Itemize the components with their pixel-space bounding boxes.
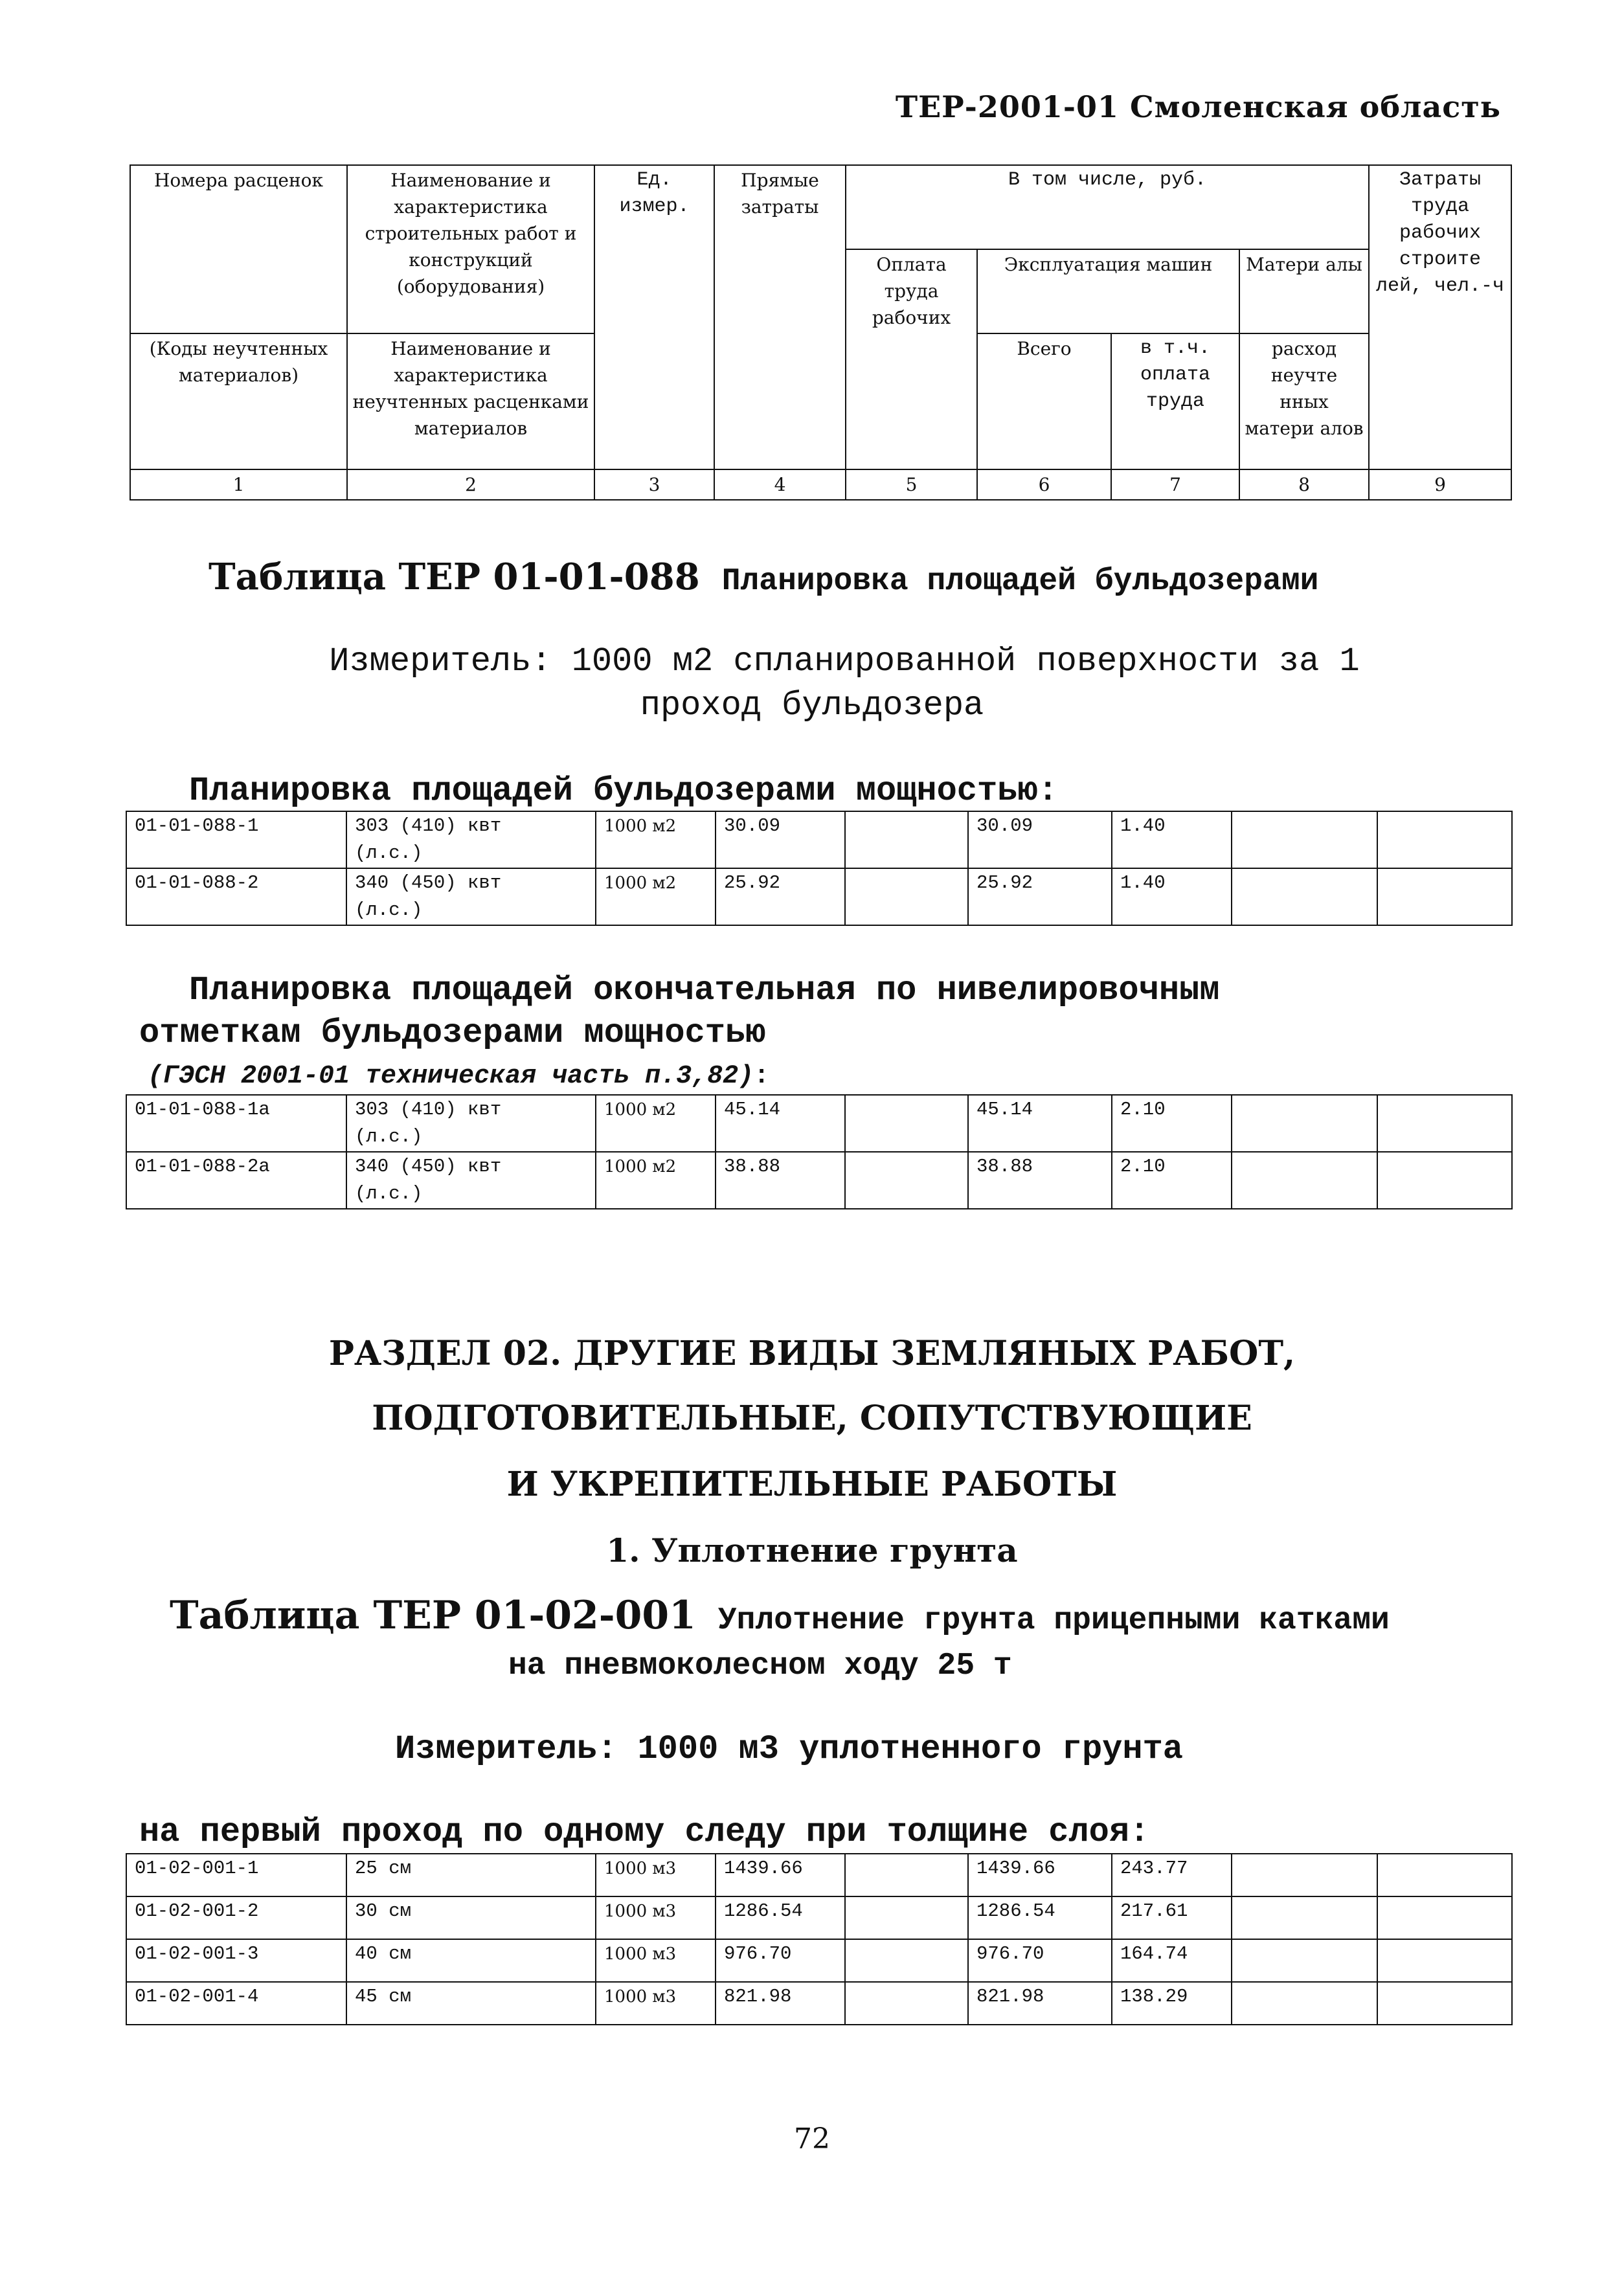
materials xyxy=(1232,868,1377,925)
rate-code: 01-02-001-2 xyxy=(126,1896,346,1939)
table-row xyxy=(126,811,1512,868)
header-col-number: 2 xyxy=(347,469,594,500)
worker-pay xyxy=(845,1152,968,1209)
header-unaccounted-materials: Наименование и характеристика неучтенных расценками материалов xyxy=(347,333,594,469)
table2-title-line1: Уплотнение грунта прицепными катками xyxy=(717,1603,1390,1638)
header-col-number: 9 xyxy=(1369,469,1511,500)
header-col-number: 1 xyxy=(130,469,347,500)
direct-costs: 821.98 xyxy=(716,1982,845,2025)
materials xyxy=(1232,1854,1377,1896)
machines-pay: 1.40 xyxy=(1112,868,1232,925)
work-name: 45 см xyxy=(346,1982,596,2025)
direct-costs: 38.88 xyxy=(716,1152,845,1209)
worker-pay xyxy=(845,868,968,925)
work-name: 303 (410) квт (л.с.) xyxy=(346,1095,596,1152)
table-row xyxy=(126,1939,1512,1982)
machines-pay: 243.77 xyxy=(1112,1854,1232,1896)
rate-code: 01-01-088-1а xyxy=(126,1095,346,1152)
subsection-title: 1. Уплотнение грунта xyxy=(606,1531,1018,1569)
direct-costs: 976.70 xyxy=(716,1939,845,1982)
table1-measure-line1: Измеритель: 1000 м2 спланированной поверхности за 1 xyxy=(329,642,1360,680)
table1-group1 xyxy=(126,811,1513,926)
machines-total: 821.98 xyxy=(968,1982,1112,2025)
machines-pay: 1.40 xyxy=(1112,811,1232,868)
header-unit: Ед. измер. xyxy=(594,165,714,469)
header-labor-costs: Затраты труда рабочих строите лей, чел.-ч xyxy=(1369,165,1511,469)
table-row xyxy=(126,868,1512,925)
worker-pay xyxy=(845,1939,968,1982)
unit: 1000 м3 xyxy=(596,1896,716,1939)
section-title-line1: РАЗДЕЛ 02. ДРУГИЕ ВИДЫ ЗЕМЛЯНЫХ РАБОТ, xyxy=(328,1334,1296,1373)
header-work-name: Наименование и характеристика строительных работ и конструкций (оборудования) xyxy=(347,165,594,333)
table2-group-heading: на первый проход по одному следу при толщине слоя: xyxy=(139,1813,1150,1851)
table-row xyxy=(126,1896,1512,1939)
header-col-number: 8 xyxy=(1239,469,1369,500)
machines-total: 25.92 xyxy=(968,868,1112,925)
direct-costs: 45.14 xyxy=(716,1095,845,1152)
worker-pay xyxy=(845,1982,968,2025)
table2-measure: Измеритель: 1000 м3 уплотненного грунта xyxy=(395,1730,1183,1768)
labor xyxy=(1377,868,1512,925)
machines-pay: 2.10 xyxy=(1112,1095,1232,1152)
work-name: 30 см xyxy=(346,1896,596,1939)
unit: 1000 м2 xyxy=(596,868,716,925)
header-worker-pay: Оплата труда рабочих xyxy=(846,249,977,469)
rate-code: 01-02-001-4 xyxy=(126,1982,346,2025)
materials xyxy=(1232,1939,1377,1982)
column-header-table xyxy=(130,164,1512,500)
direct-costs: 1439.66 xyxy=(716,1854,845,1896)
table1-group2-note: (ГЭСН 2001-01 техническая часть п.3,82): xyxy=(148,1062,770,1091)
table1-group2-heading-line2: отметкам бульдозерами мощностью xyxy=(139,1014,766,1052)
labor xyxy=(1377,1095,1512,1152)
work-name: 303 (410) квт (л.с.) xyxy=(346,811,596,868)
labor xyxy=(1377,811,1512,868)
header-materials: Матери алы xyxy=(1239,249,1369,333)
table2-title xyxy=(170,1593,1390,1638)
header-including-group: В том числе, руб. xyxy=(846,165,1369,249)
machines-pay: 2.10 xyxy=(1112,1152,1232,1209)
machines-total: 1286.54 xyxy=(968,1896,1112,1939)
rate-code: 01-01-088-2а xyxy=(126,1152,346,1209)
table-row xyxy=(126,1095,1512,1152)
header-col-number: 7 xyxy=(1111,469,1239,500)
table-row xyxy=(126,1152,1512,1209)
labor xyxy=(1377,1152,1512,1209)
header-direct-costs: Прямые затраты xyxy=(714,165,846,469)
header-col-number: 6 xyxy=(977,469,1111,500)
direct-costs: 30.09 xyxy=(716,811,845,868)
page-number: 72 xyxy=(794,2122,830,2155)
work-name: 25 см xyxy=(346,1854,596,1896)
work-name: 40 см xyxy=(346,1939,596,1982)
header-col-number: 3 xyxy=(594,469,714,500)
rate-code: 01-01-088-1 xyxy=(126,811,346,868)
unit: 1000 м2 xyxy=(596,1152,716,1209)
machines-total: 30.09 xyxy=(968,811,1112,868)
running-header: ТЕР-2001-01 Смоленская область xyxy=(895,89,1501,124)
section-title-line2: ПОДГОТОВИТЕЛЬНЫЕ, СОПУТСТВУЮЩИЕ xyxy=(372,1399,1252,1438)
unit: 1000 м2 xyxy=(596,811,716,868)
header-machines-pay: в т.ч. оплата труда xyxy=(1111,333,1239,469)
header-material-codes: (Коды неучтенных материалов) xyxy=(130,333,347,469)
table1-title-text: Планировка площадей бульдозерами xyxy=(721,564,1319,599)
unit: 1000 м3 xyxy=(596,1982,716,2025)
table1-title-prefix: Таблица ТЕР 01-01-088 xyxy=(209,556,700,598)
worker-pay xyxy=(845,811,968,868)
rate-code: 01-02-001-3 xyxy=(126,1939,346,1982)
unit: 1000 м3 xyxy=(596,1939,716,1982)
machines-total: 45.14 xyxy=(968,1095,1112,1152)
table1-title xyxy=(209,556,1318,599)
direct-costs: 25.92 xyxy=(716,868,845,925)
table1-group1-heading: Планировка площадей бульдозерами мощностью: xyxy=(189,772,1058,810)
table1-measure-line2: проход бульдозера xyxy=(640,686,984,725)
materials xyxy=(1232,811,1377,868)
machines-total: 976.70 xyxy=(968,1939,1112,1982)
materials xyxy=(1232,1982,1377,2025)
rate-code: 01-01-088-2 xyxy=(126,868,346,925)
header-col-number: 5 xyxy=(846,469,977,500)
direct-costs: 1286.54 xyxy=(716,1896,845,1939)
header-machine-operation: Эксплуатация машин xyxy=(977,249,1239,333)
machines-total: 1439.66 xyxy=(968,1854,1112,1896)
header-machines-total: Всего xyxy=(977,333,1111,469)
header-rate-numbers: Номера расценок xyxy=(130,165,347,333)
worker-pay xyxy=(845,1095,968,1152)
table2-title-prefix: Таблица ТЕР 01-02-001 xyxy=(170,1593,696,1638)
worker-pay xyxy=(845,1896,968,1939)
machines-pay: 164.74 xyxy=(1112,1939,1232,1982)
table-row xyxy=(126,1854,1512,1896)
table2-title-line2: на пневмоколесном ходу 25 т xyxy=(508,1648,1012,1683)
table-row xyxy=(126,1982,1512,2025)
rate-code: 01-02-001-1 xyxy=(126,1854,346,1896)
table2-rows xyxy=(126,1853,1513,2025)
header-materials-consumption: расход неучте нных матери алов xyxy=(1239,333,1369,469)
labor xyxy=(1377,1896,1512,1939)
work-name: 340 (450) квт (л.с.) xyxy=(346,1152,596,1209)
labor xyxy=(1377,1982,1512,2025)
header-col-number: 4 xyxy=(714,469,846,500)
materials xyxy=(1232,1896,1377,1939)
section-title-line3: И УКРЕПИТЕЛЬНЫЕ РАБОТЫ xyxy=(506,1465,1118,1504)
table1-group2 xyxy=(126,1094,1513,1209)
machines-pay: 138.29 xyxy=(1112,1982,1232,2025)
unit: 1000 м3 xyxy=(596,1854,716,1896)
unit: 1000 м2 xyxy=(596,1095,716,1152)
labor xyxy=(1377,1854,1512,1896)
labor xyxy=(1377,1939,1512,1982)
materials xyxy=(1232,1152,1377,1209)
worker-pay xyxy=(845,1854,968,1896)
table1-group2-heading-line1: Планировка площадей окончательная по нивелировочным xyxy=(189,971,1220,1009)
machines-total: 38.88 xyxy=(968,1152,1112,1209)
work-name: 340 (450) квт (л.с.) xyxy=(346,868,596,925)
machines-pay: 217.61 xyxy=(1112,1896,1232,1939)
materials xyxy=(1232,1095,1377,1152)
